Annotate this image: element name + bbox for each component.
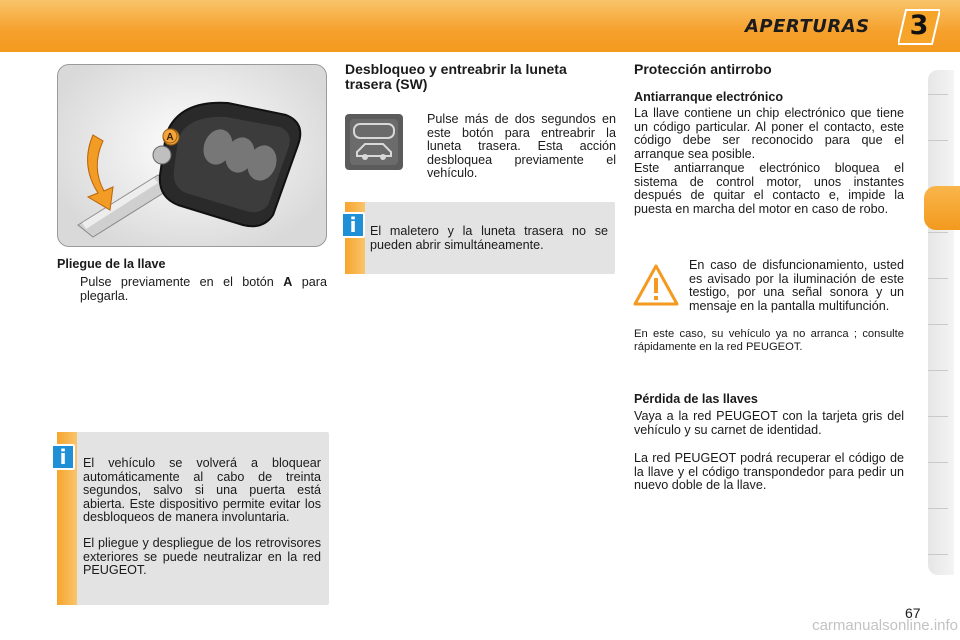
tab-divider (928, 416, 948, 417)
chapter-number: 3 (909, 10, 929, 41)
folding-key-icon (58, 65, 327, 247)
fold-instruction (80, 276, 327, 303)
tailgate-button-icon (345, 114, 403, 170)
info-icon: i (51, 444, 75, 470)
info-icon: i (341, 212, 365, 238)
fold-button-ref: A (283, 275, 293, 289)
tailgate-heading: Desbloqueo y entreabrir la luneta trasera (SW) (345, 61, 567, 92)
button-a-label (162, 128, 178, 144)
immobiliser-paragraph-2: Este antiarranque electrónico bloquea el sistema de control motor, unos instantes después de quitar el contacto e, impide la puesta en marcha del motor en caso de robo. (634, 161, 904, 216)
immobiliser-heading: Antiarranque electrónico (634, 90, 784, 104)
tab-divider (928, 324, 948, 325)
tab-divider (928, 278, 948, 279)
tailgate-note: El maletero y la luneta trasera no se pueden abrir simultáneamente. (370, 224, 608, 252)
antitheft-heading: Protección antirrobo (634, 61, 772, 77)
key-loss-paragraph-2: La red PEUGEOT podrá recuperar el código de la llave y el código transpondedor para pedir un nuevo doble de la llave. (634, 451, 904, 492)
tab-divider (928, 232, 948, 233)
tab-divider (928, 462, 948, 463)
tab-divider (928, 140, 948, 141)
watermark-text: carmanualsonline.info (812, 617, 958, 634)
chapter-title: APERTURAS (745, 16, 870, 37)
fold-text-start: Pulse previamente en el botón (80, 275, 284, 289)
relock-paragraph: El vehículo se volverá a bloquear automáticamente al cabo de treinta segundos, salvo si una puerta está abierta. Este dispositivo permite evitar los desbloqueos de manera involuntaria. (83, 456, 321, 524)
key-loss-paragraph-1: Vaya a la red PEUGEOT con la tarjeta gris del vehículo y su carnet de identidad. (634, 409, 904, 437)
tab-divider (928, 554, 948, 555)
tailgate-instruction: Pulse más de dos segundos en este botón para entreabrir la luneta trasera. Esta acción desbloquea previamente el vehículo. (427, 112, 616, 180)
tab-divider (928, 370, 948, 371)
tab-divider (928, 508, 948, 509)
warning-note: En este caso, su vehículo ya no arranca ; consulte rápidamente en la red PEUGEOT. (634, 328, 904, 353)
chapter-tab-bar (928, 70, 954, 575)
key-button-letter: A (166, 132, 174, 143)
active-chapter-tab (924, 186, 960, 230)
page-number: 67 (905, 605, 921, 621)
tab-divider (928, 94, 948, 95)
warning-text: En caso de disfuncionamiento, usted es avisado por la iluminación de este testigo, por una señal sonora y un mensaje en la pantalla multifunción. (689, 258, 904, 313)
fold-text-end: para plegarla. (80, 275, 327, 303)
key-loss-heading: Pérdida de las llaves (634, 392, 758, 406)
mirror-paragraph: El pliegue y despliegue de los retrovisores exteriores se puede neutralizar en la red PEUGEOT. (83, 536, 321, 577)
warning-triangle-icon (633, 264, 679, 306)
fold-heading: Pliegue de la llave (57, 257, 166, 271)
key-illustration (57, 64, 327, 247)
immobiliser-paragraph-1: La llave contiene un chip electrónico que tiene un código particular. Al poner el contacto, este código debe ser reconocido para que el arranque sea posible. (634, 106, 904, 161)
